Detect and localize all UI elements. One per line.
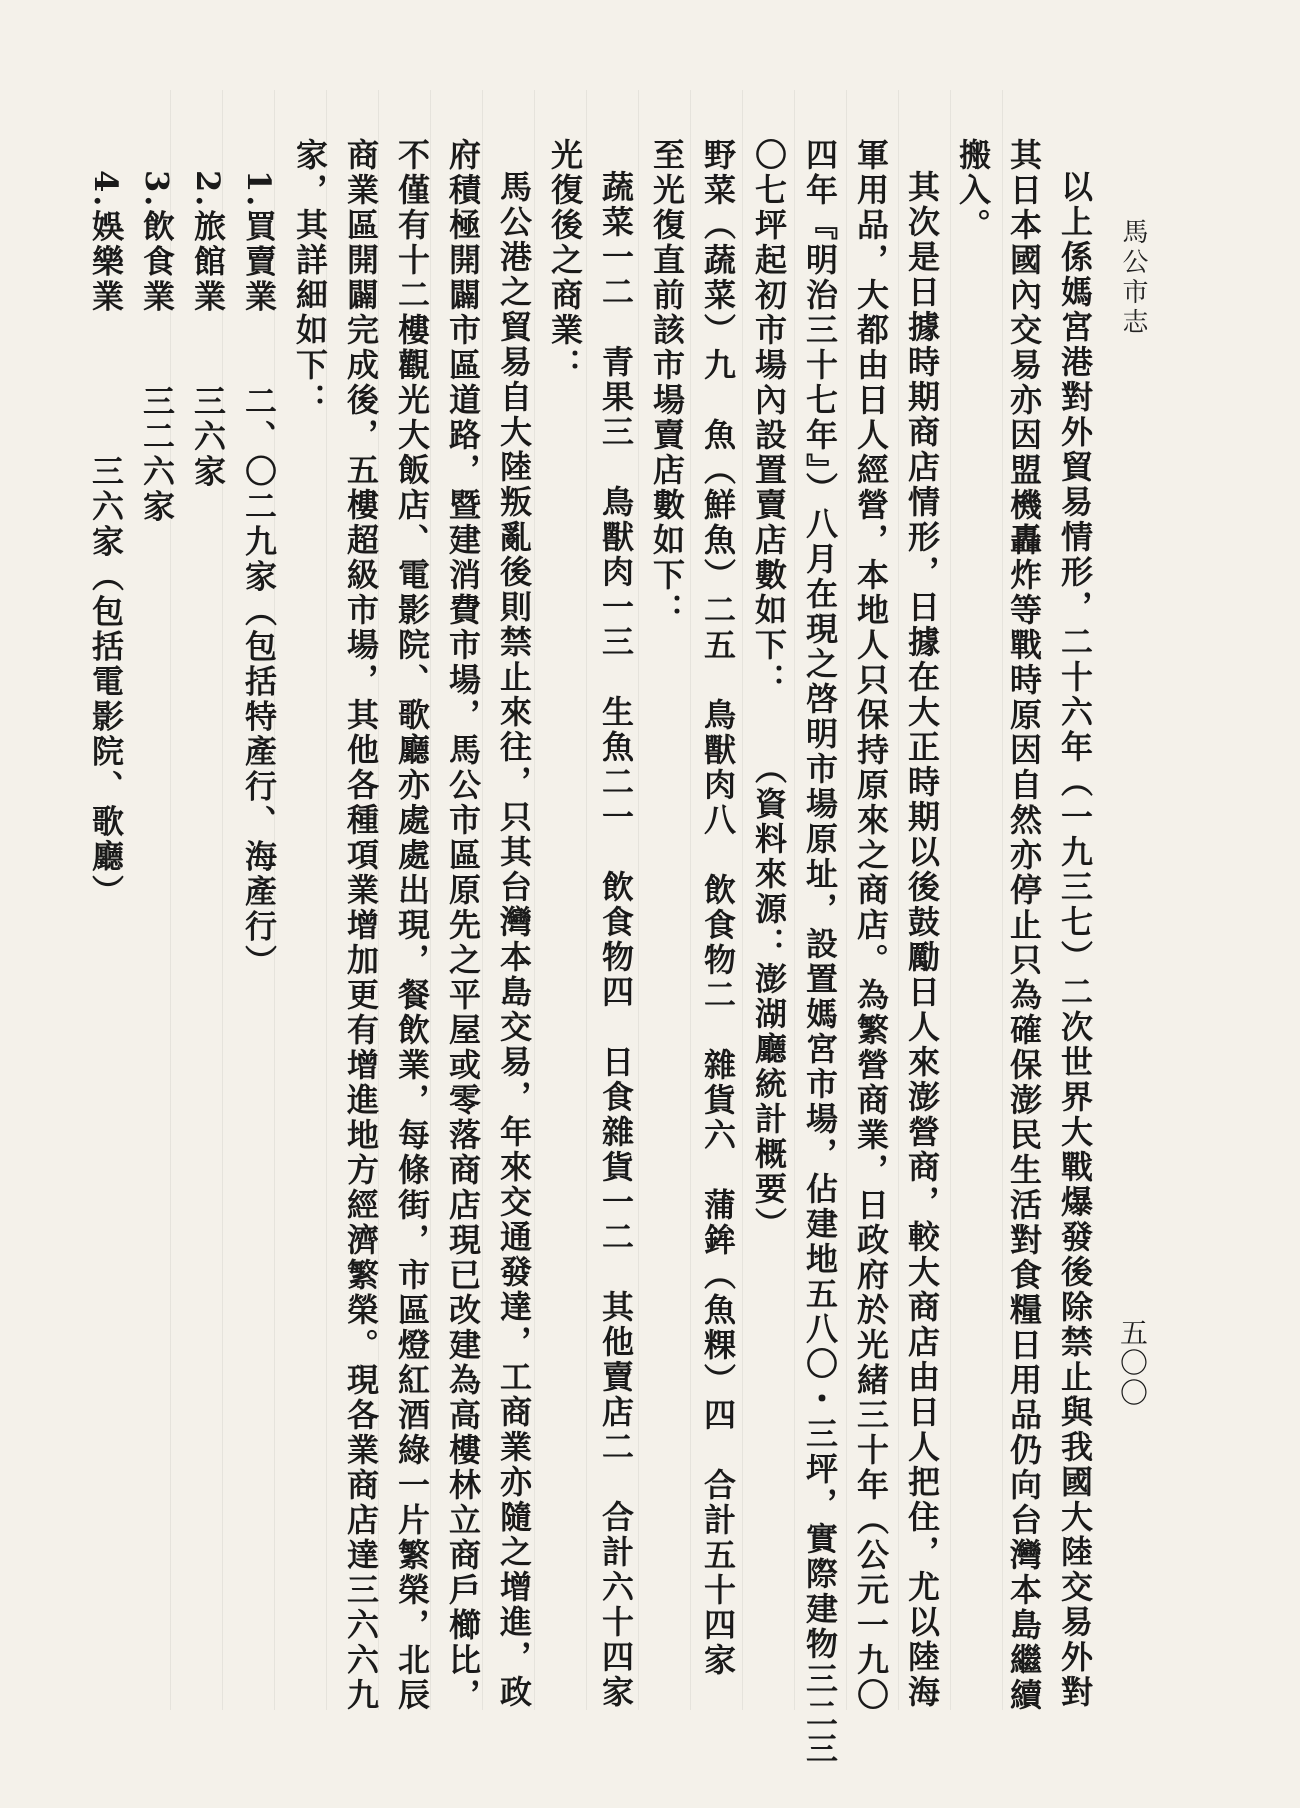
list-item: 4.娛樂業 三六家（包括電影院、歌廳） <box>87 170 125 910</box>
vertical-body-text <box>87 138 1100 1767</box>
list-item: 1.買賣業 二、〇二九家（包括特產行、海產行） <box>240 170 278 980</box>
text-column: 府積極開闢市區道路，暨建消費市場，馬公市區原先之平屋或零落商店現已改建為高樓林立商戶櫛比， <box>444 138 482 1713</box>
text-column: 光復後之商業： <box>546 138 584 383</box>
text-column: 家，其詳細如下： <box>291 138 329 418</box>
text-column: 至光復直前該市場賣店數如下： <box>648 138 686 628</box>
book-title: 馬公市志 <box>1118 218 1148 338</box>
text-column: 以上係媽宮港對外貿易情形，二十六年（一九三七）二次世界大戰爆發後除禁止與我國大陸交易外對 <box>1056 170 1094 1710</box>
text-column: 野菜（蔬菜）九 魚（鮮魚）二五 鳥獸肉八 飲食物二 雜貨六 蒲鉾（魚粿）四 合計五十四家 <box>699 138 737 1678</box>
text-column: 商業區開闢完成後，五樓超級市場，其他各種項業增加更有增進地方經濟繁榮。現各業商店達三六六九 <box>342 138 380 1713</box>
list-item: 2.旅館業 三六家 <box>189 170 227 490</box>
page-number: 五〇〇 <box>1116 1318 1149 1408</box>
text-column: 其日本國內交易亦因盟機轟炸等戰時原因自然亦停止只為確保澎民生活對食糧日用品仍向台灣本島繼續 <box>1005 138 1043 1713</box>
text-column: 不僅有十二樓觀光大飯店、電影院、歌廳亦處處出現，餐飲業，每條街，市區燈紅酒綠一片繁榮，北辰 <box>393 138 431 1713</box>
text-column: 四年『明治三十七年』）八月在現之啓明市場原址，設置媽宮市場，佔建地五八〇・三坪，實際建物三二三 <box>801 138 839 1767</box>
text-column: 〇七坪起初市場內設置賣店數如下： （資料來源：澎湖廳統計概要） <box>750 138 788 1242</box>
text-column: 其次是日據時期商店情形，日據在大正時期以後鼓勵日人來澎營商，較大商店由日人把住，尤以陸海 <box>903 170 941 1710</box>
list-item: 3.飲食業 三二六家 <box>138 170 176 525</box>
text-column: 馬公港之貿易自大陸叛亂後則禁止來往，只其台灣本島交易，年來交通發達，工商業亦隨之增進，政 <box>495 170 533 1710</box>
text-column: 軍用品，大都由日人經營，本地人只保持原來之商店。為繁營商業，日政府於光緒三十年（公元一九〇 <box>852 138 890 1713</box>
text-column: 蔬菜一二 青果三 鳥獸肉一三 生魚二一 飲食物四 日食雜貨一二 其他賣店二 合計六十四家 <box>597 170 635 1710</box>
text-column: 搬入。 <box>954 138 992 243</box>
